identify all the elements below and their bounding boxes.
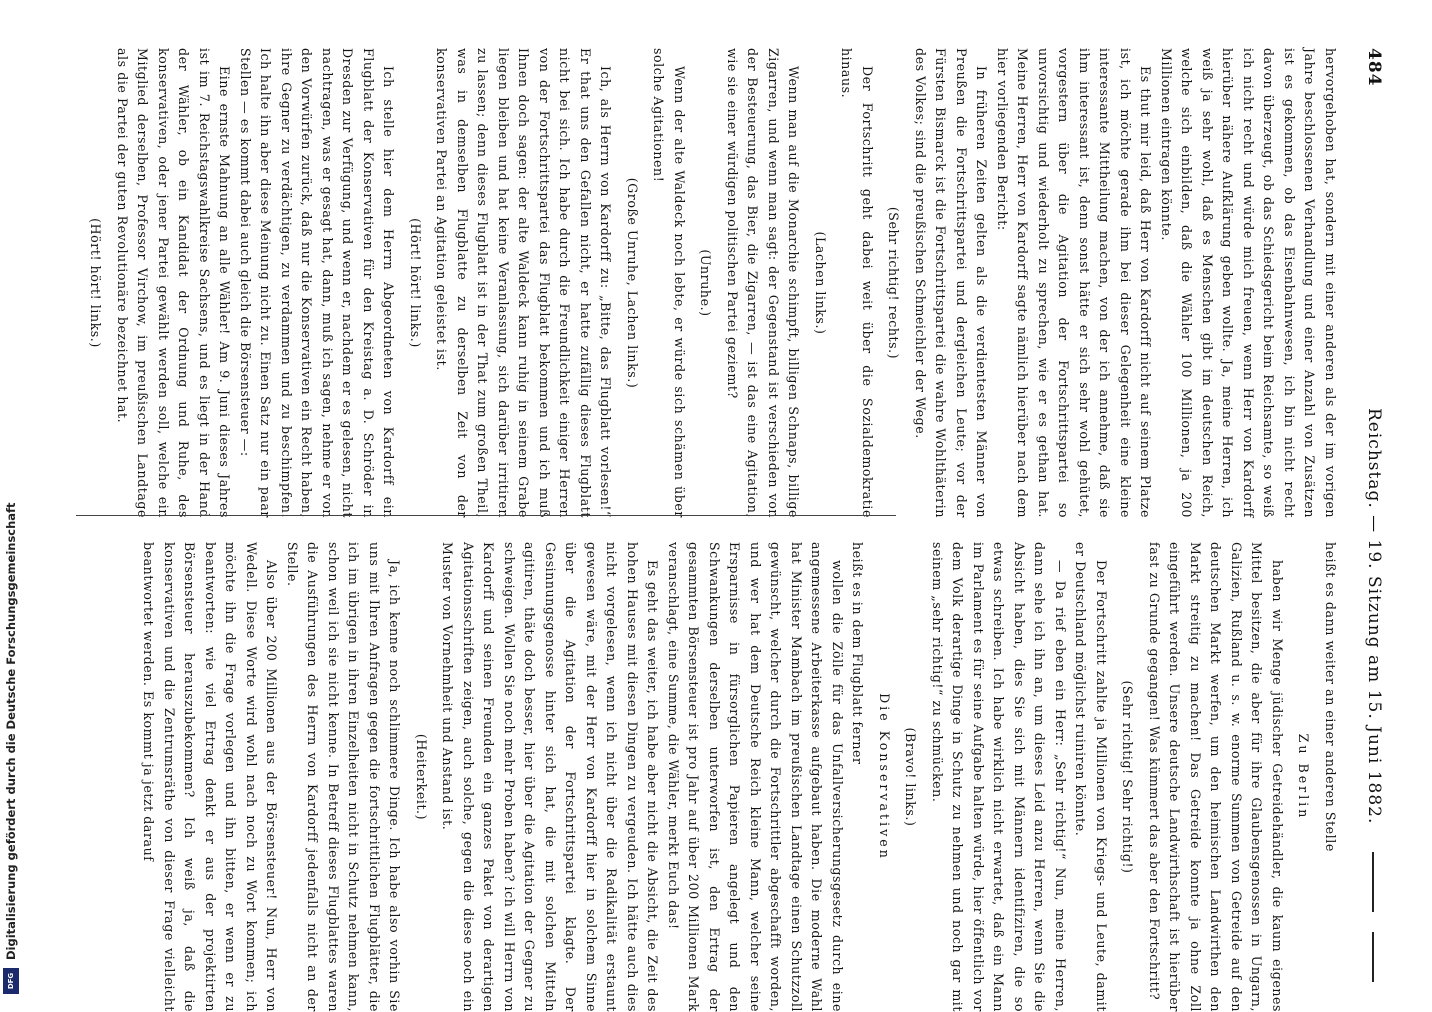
page-header [1356,48,1390,982]
paragraph: hervorgehoben hat, sondern mit einer anderen als der im vorigen Jahre beschlossenen Verhandlung und einer Anzahl von Zusätzen ist es gekommen, ob das Eisenbahnwesen, ich bin nicht recht davon überzeugt, ob das Schiedsgericht beim Reichsamte, so weiß ich nicht recht und würde mich freuen, wenn Herr von Kardorff hierüber nähere Aufklärung geben wollte. Ja, meine Herren, ich weiß ja sehr wohl, daß es Menschen gibt im deutschen Reich, welche sich einbilden, daß die Wähler 100 Millionen, ja 200 Millionen eintragen könnte. [1159,48,1338,518]
quote: In früheren Zeiten gelten als die verdientesten Männer von Preußen die Fortschrittspartei und dergleichen Leute; vor der Fürsten Bismarck ist die Fortschrittspartei die wahre Wohlthäterin des Volkes; sind die preußischen Schmeichler der Wege. [913,48,990,518]
interjection: (Bravo! links.) [903,727,919,827]
interjection: (Große Unruhe, Lachen links.) [625,177,640,389]
header-rule [1372,852,1374,912]
interjection: (Heiterkeit.) [414,733,429,821]
paragraph: Ich stelle hier dem Herrn Abgeordneten von Kardorff ein Flugblatt der Konservativen für den Kreistag a. D. Schröder in Dresden zur Verfügung, und wenn er, nachdem er es gelesen, nicht nachtragen, was er gesagt hat, dann, muß ich sagen, nehme er von den Vorwürfen zurück, daß nur die Konservativen ein Recht haben, ihre Gegner zu verdächtigen, zu verdammen und zu beschimpfen. Ich halte ihn aber diese Meinung nicht zu. Einen Satz nur ein paar Stellen — es kommt dabei auch gleich die Börsensteuer —: [238,48,397,518]
header-rule [1372,932,1374,982]
rotated-page-content [36,0,1396,1012]
paragraph: heißt es dann weiter an einer anderen Stelle [1323,542,1338,852]
quote: Der Fortschritt geht dabei weit über die Sozialdemokratie hinaus. [839,48,875,518]
quote-heading: Zu Berlin [1296,733,1312,821]
paragraph: Also über 200 Millionen aus der Börsensteuer! Nun, Herr von Wedell. Diese Worte wird wohl nach noch zu Wort kommen; ich möchte ihn die Frage vorlegen und ihn bitten, er wenn er zu beantworten: wie viel Ertrag denkt er aus der projektirten Börsensteuer herauszubekommen? Ich weiß ja, daß die konservativen und die Zentrumsräthe von dieser Frage vielleicht beantwortet werden. Es kommt ja jetzt darauf [141,542,280,1012]
interjection: (Hört! hört! links.) [88,218,104,348]
interjection: (Sehr richtig! Sehr richtig!) [1120,680,1136,874]
quote: Der Fortschritt zahlte ja Millionen von Kriegs- und Leute, damit er Deutschland möglichst ruiniren könnte. [1073,542,1109,1012]
interjection: (Hört! hört! links.) [408,218,423,348]
paragraph: — Da rief eben ein Herr: „Sehr richtig!“ Nun, meine Herren, dann sehe ich ihn an, um dieses Leid anzu Herren, wenn Sie die Absicht haben, dies Sie sich mit Männern identifiziren, die so etwas schreiben. Ich habe wirklich nicht erwartet, daß ein Mann im Parlament es für seine Aufgabe halten würde, hier öffentlich vor dem Volk derartige Dinge in Schutz zu nehmen und noch gar mit seinem „sehr richtig!“ zu schmücken. [930,542,1068,1012]
quote: Wenn man auf die Monarchie schimpft, billigen Schnaps, billige Zigarren, und wenn man sagt: der Gegenstand ist verschieden von der Besteuerung, das Bier, die Zigarren, — ist das eine Agitation, wie sie einer würdigen politischen Partei geziemt? [725,48,802,518]
quote: wollen die Zölle für das Unfallversicherungsgesetz durch eine angemessene Arbeiterkasse aufgebaut haben. Die moderne Wahl hat Minister Mambach im preußischen Landtage einen Schutzzoll gewünscht, welcher durch die Fortschrittler abgeschafft worden, und wer hat dem Deutsche Reich kleine Mann, welcher seine Ersparnisse in fürsorglichen Papieren angelegt und den Schwankungen derselben unterworfen ist, den Ertrag der gesammten Börsensteuer ist pro Jahr auf über 200 Millionen Mark veranschlagt, eine Summe, die Wähler, merkt Euch das! [666,542,845,1012]
digitization-credit: Digitalisierung gefördert durch die Deutsche Forschungsgemeinschaft [4,502,18,960]
interjection: (Lachen links.) [813,231,828,335]
side-margin [0,0,22,1000]
quote: Eine ernste Mahnung an alle Wähler! Am 9. Juni dieses Jahres ist im 7. Reichstagswahlkreise Sachsens, und es liegt in der Hand der Wähler, ob ein Kandidat der Ordnung und Ruhe, des konservativen, oder jener Partei gewählt werden soll, welche ein Mitglied derselben, Professor Virchow, im preußischen Landtage als die Partei der guten Revolutionäre bezeichnet hat. [115,48,233,518]
page-number: 484 [1364,48,1384,87]
quote: Wenn der alte Waldeck noch lebte, er würde sich schämen über solche Agitationen! [651,48,687,518]
paragraph: heißt es in dem Flugblatt ferner [850,542,866,765]
paragraph: Es geht das weiter, ich habe aber nicht die Absicht, die Zeit des hohen Hauses mit diesen Dingen zu vergeuden. Ich hätte auch dies nicht vorgelesen, wenn ich nicht über die Radikalität erstaunt gewesen wäre, mit der Herr von Kardorff hier in solchem Sinne über die Agitation der Fortschrittspartei klagte. Der Gesinnungsgenosse hinter sich hat, die mit solchen Mitteln agitiren, thäte doch besser, hier über die Agitation der Gegner zu schweigen. Wollen Sie noch mehr Proben haben? ich will Herrn von Kardorff und seinen Freunden ein ganzes Paket von derartigen Agitationsschriften zeigen, auch solche, gegen die diese noch ein Muster von Vornehmheit und Anstand ist. [440,542,661,1012]
interjection: (Unruhe.) [698,249,714,317]
quote: haben wir Menge jüdischer Getreidehändler, die kaum eigenes Mittel besitzen, die aber für ihre Glaubensgenossen in Ungarn, Galizien, Rußland u. s. w. enorme Summen von Getreide auf den deutschen Markt werfen, um den heimischen Landwirthen den Markt streitig zu machen! Das Getreide konnte ja ohne Zoll eingeführt werden. Unsere deutsche Landwirthschaft ist hierüber fast zu Grunde gegangen! Was kümmert das aber den Fortschritt? [1147,542,1285,1012]
paragraph: Es thut mir leid, daß Herr von Kardorff nicht auf seinem Platze ist, ich möchte gerade ihm bei dieser Gelegenheit eine kleine interessante Mittheilung machen, von der ich annehme, daß sie ihm interessant ist, denn sonst hätte er sich sehr wohl gehütet, vorgestern über die Agitation der Fortschrittspartei so unvorsichtig und wiederholt zu sprechen, wie er es gethan hat. Meine Herren, Herr von Kardorff sagte nämlich hierüber nach dem hier vorliegenden Bericht: [995,48,1154,518]
scanned-page [36,0,1396,1012]
dfg-logo: DFG [3,968,19,994]
right-column [138,542,1340,1012]
interjection: (Sehr richtig! rechts.) [886,206,902,360]
page-title: Reichstag. — 19. Sitzung am 15. Juni 1882. [1364,408,1384,825]
paragraph: Ja, ich kenne noch schlimmere Dinge. Ich habe also vorhin Sie uns mit Ihren Anfragen gegen die fortschrittlichen Flugblätter, die ich im übrigen in ihren Einzelheiten nicht in Schutz nehmen kann, schon weil ich sie nicht kenne. In Betreff dieses Flugblattes waren die Ausführungen des Herrn von Kardorff jedenfalls nicht an der Stelle. [285,542,403,1012]
column-divider [76,515,896,516]
left-column [79,48,1340,518]
quote-heading: Die Konservativen [877,693,892,861]
paragraph: Ich, als Herrn von Kardorff zu: „Bitte, das Flugblatt vorlesen!“ Er that uns den Gefallen nicht, er hatte zufällig dieses Flugblatt nicht bei sich. Ich habe durch die Freundlichkeit einiger Herren von der Fortschrittspartei das Flugblatt bekommen und ich muß Ihnen doch sagen: der alte Waldeck kann ruhig in seinem Grabe liegen bleiben und hat keine Veranlassung, sich darüber irritiren zu lassen; denn dieses Flugblatt ist in der That zum großen Theil, was in demselben Flugblatte zu derselben Zeit von der konservativen Partei an Agitation geleistet ist. [434,48,614,518]
